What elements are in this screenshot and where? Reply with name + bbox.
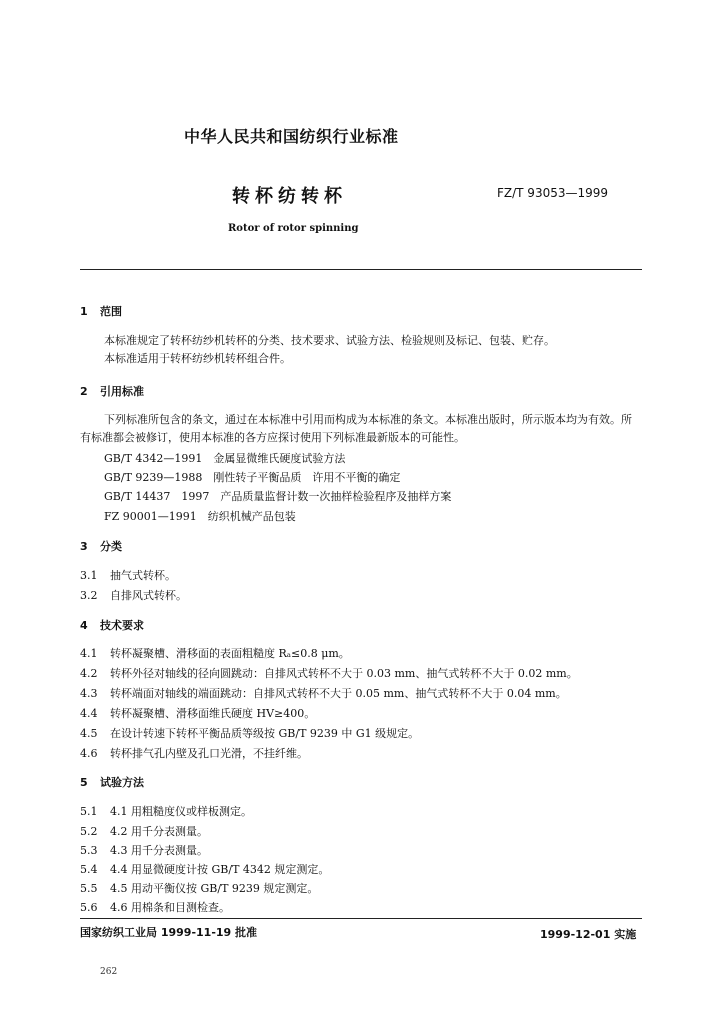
clause-item: 4.6 转杯排气孔内壁及孔口光滑，不挂纤维。 xyxy=(80,747,308,760)
reference-item: FZ 90001—1991 纺织机械产品包装 xyxy=(104,510,296,523)
document-title: 转杯纺转杯 xyxy=(232,186,347,207)
clause-item: 4.4 转杯凝聚槽、滑移面维氏硬度 HV≥400。 xyxy=(80,707,316,720)
clause-item: 4.1 转杯凝聚槽、滑移面的表面粗糙度 Rₐ≤0.8 μm。 xyxy=(80,647,350,660)
clause-item: 5.1 4.1 用粗糙度仪或样板测定。 xyxy=(80,805,252,818)
clause-item: 5.2 4.2 用千分表测量。 xyxy=(80,825,208,838)
section-4-heading: 4 技术要求 xyxy=(80,619,144,632)
reference-item: GB/T 9239—1988 刚性转子平衡品质 许用不平衡的确定 xyxy=(104,471,401,484)
issuing-org-header: 中华人民共和国纺织行业标准 xyxy=(184,127,399,146)
clause-item: 5.6 4.6 用棉条和目测检查。 xyxy=(80,901,230,914)
section-1-heading: 1 范围 xyxy=(80,305,122,318)
clause-item: 4.3 转杯端面对轴线的端面跳动：自排风式转杯不大于 0.05 mm、抽气式转杯不大于 0.04 mm。 xyxy=(80,687,567,700)
reference-item: GB/T 4342—1991 金属显微维氏硬度试验方法 xyxy=(104,452,346,465)
clause-item: 4.5 在设计转速下转杯平衡品质等级按 GB/T 9239 中 G1 级规定。 xyxy=(80,727,420,740)
footer-divider xyxy=(80,918,642,919)
effective-date: 1999-12-01 实施 xyxy=(540,928,637,941)
standard-code: FZ/T 93053—1999 xyxy=(497,186,609,200)
section-2-para-1: 下列标准所包含的条文，通过在本标准中引用而构成为本标准的条文。本标准出版时，所示版本均为有效。所有标准都会被修订，使用本标准的各方应探讨使用下列标准最新版本的可能性。 xyxy=(80,413,632,444)
clause-item: 5.4 4.4 用显微硬度计按 GB/T 4342 规定测定。 xyxy=(80,863,330,876)
clause-item: 5.5 4.5 用动平衡仪按 GB/T 9239 规定测定。 xyxy=(80,882,319,895)
document-title-english: Rotor of rotor spinning xyxy=(228,223,359,234)
section-3-heading: 3 分类 xyxy=(80,540,122,553)
section-5-heading: 5 试验方法 xyxy=(80,776,144,789)
approval-line: 国家纺织工业局 1999-11-19 批准 xyxy=(80,926,258,939)
page-number: 262 xyxy=(100,967,118,977)
section-2-heading: 2 引用标准 xyxy=(80,385,144,398)
clause-item: 5.3 4.3 用千分表测量。 xyxy=(80,844,208,857)
clause-item: 4.2 转杯外径对轴线的径向圆跳动：自排风式转杯不大于 0.03 mm、抽气式转杯不大于 0.02 mm。 xyxy=(80,667,578,680)
section-1-para-1: 本标准规定了转杯纺纱机转杯的分类、技术要求、试验方法、检验规则及标记、包装、贮存。 xyxy=(104,334,555,347)
reference-item: GB/T 14437 1997 产品质量监督计数一次抽样检验程序及抽样方案 xyxy=(104,490,452,503)
clause-item: 3.1 抽气式转杯。 xyxy=(80,569,176,582)
clause-item: 3.2 自排风式转杯。 xyxy=(80,589,187,602)
header-divider xyxy=(80,269,642,270)
section-1-para-2: 本标准适用于转杯纺纱机转杯组合件。 xyxy=(104,352,291,365)
